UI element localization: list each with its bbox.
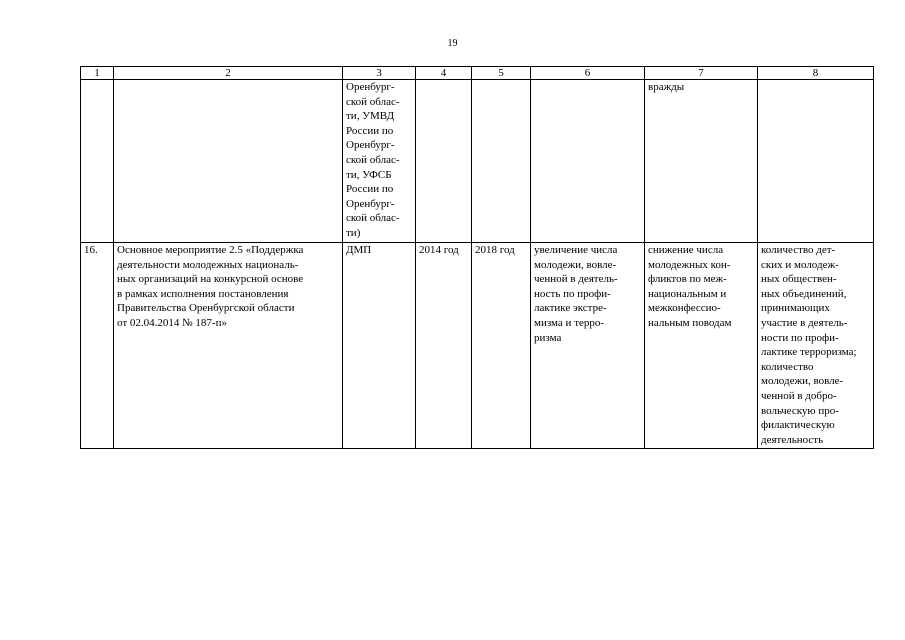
cell-executor: Оренбург- ской облас- ти, УМВД России по Оренбург- ской облас- ти, УФСБ России по Оренбург- ской облас- ти) [343, 80, 416, 243]
cell-consequence: снижение числа молодежных кон- фликтов по меж- национальным и межконфессио- нальным поводам [645, 243, 758, 449]
cell-result: увеличение числа молодежи, вовле- ченной в деятель- ность по профи- лактике экстре- мизма и терро- ризма [531, 243, 645, 449]
cell-start [416, 80, 472, 243]
header-cell: 6 [531, 67, 645, 80]
table-row [81, 243, 874, 449]
page-number: 19 [447, 38, 458, 49]
header-cell: 1 [81, 67, 114, 80]
measures-table [80, 66, 874, 449]
table-row [81, 80, 874, 243]
cell-indicator: количество дет- ских и молодеж- ных обществен- ных объединений, принимающих участие в деятель- ности по профи- лактике терроризма; количество молодежи, вовле- ченной в добро- вольческую про- филактическую деятельность [758, 243, 874, 449]
cell-start: 2014 год [416, 243, 472, 449]
cell-executor: ДМП [343, 243, 416, 449]
header-cell: 7 [645, 67, 758, 80]
header-cell: 8 [758, 67, 874, 80]
cell-number [81, 80, 114, 243]
header-row [81, 67, 874, 80]
cell-indicator [758, 80, 874, 243]
header-cell: 5 [472, 67, 531, 80]
cell-result [531, 80, 645, 243]
cell-end: 2018 год [472, 243, 531, 449]
header-cell: 2 [114, 67, 343, 80]
cell-measure: Основное мероприятие 2.5 «Поддержка деятельности молодежных националь- ных организаций на конкурсной основе в рамках исполнения постановления Правительства Оренбургской области от 02.04.2014 № 187-п» [114, 243, 343, 449]
header-cell: 4 [416, 67, 472, 80]
cell-number: 16. [81, 243, 114, 449]
header-cell: 3 [343, 67, 416, 80]
cell-end [472, 80, 531, 243]
cell-measure [114, 80, 343, 243]
cell-consequence: вражды [645, 80, 758, 243]
